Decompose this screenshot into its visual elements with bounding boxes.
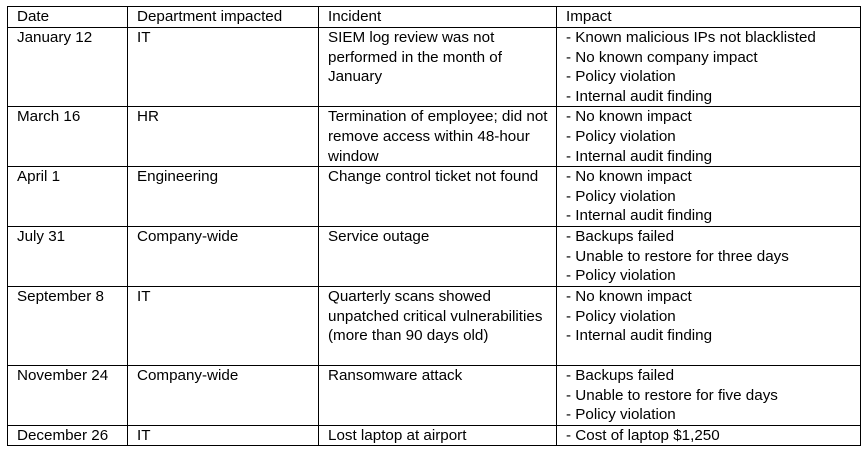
cell-department: Company-wide: [128, 226, 319, 286]
cell-impact: [557, 425, 861, 446]
cell-incident: Termination of employee; did not remove access within 48-hour window: [319, 107, 557, 167]
impact-item: - Internal audit finding: [566, 207, 713, 225]
impact-item: - No known impact: [566, 287, 692, 305]
cell-date: April 1: [8, 167, 128, 227]
impact-item: - Cost of laptop $1,250: [566, 426, 720, 444]
impact-item: - Unable to restore for five days: [566, 386, 778, 404]
table-row: [8, 365, 861, 425]
cell-incident: Ransomware attack: [319, 365, 557, 425]
impact-item: - Internal audit finding: [566, 327, 713, 345]
table-row: [8, 28, 861, 107]
cell-date: January 12: [8, 28, 128, 107]
cell-impact: [557, 107, 861, 167]
cell-incident: Quarterly scans showed unpatched critical vulnerabilities (more than 90 days old): [319, 286, 557, 365]
impact-item: - Policy violation: [566, 127, 676, 145]
cell-department: Engineering: [128, 167, 319, 227]
column-header-department: Department impacted: [128, 7, 319, 28]
cell-date: July 31: [8, 226, 128, 286]
impact-item: - Backups failed: [566, 366, 675, 384]
cell-incident: Service outage: [319, 226, 557, 286]
impact-item: - Policy violation: [566, 267, 676, 285]
impact-item: - Known malicious IPs not blacklisted: [566, 29, 816, 46]
impact-item: - Policy violation: [566, 406, 676, 424]
table-row: [8, 167, 861, 227]
cell-date: March 16: [8, 107, 128, 167]
impact-item: - Internal audit finding: [566, 87, 713, 105]
cell-department: IT: [128, 286, 319, 365]
cell-impact: [557, 365, 861, 425]
table-row: [8, 226, 861, 286]
cell-department: IT: [128, 425, 319, 446]
cell-impact: [557, 286, 861, 365]
impact-item: - Backups failed: [566, 227, 675, 245]
table-row: [8, 286, 861, 365]
impact-item: - No known impact: [566, 168, 692, 186]
impact-item: - Policy violation: [566, 187, 676, 205]
impact-item: - Internal audit finding: [566, 147, 713, 165]
cell-incident: Lost laptop at airport: [319, 425, 557, 446]
cell-date: November 24: [8, 365, 128, 425]
table-row: [8, 425, 861, 446]
impact-item: - Unable to restore for three days: [566, 247, 789, 265]
column-header-impact: Impact: [557, 7, 861, 28]
cell-department: Company-wide: [128, 365, 319, 425]
cell-impact: [557, 226, 861, 286]
cell-impact: [557, 167, 861, 227]
cell-department: IT: [128, 28, 319, 107]
impact-item: - Policy violation: [566, 68, 676, 86]
cell-incident: Change control ticket not found: [319, 167, 557, 227]
impact-item: - Policy violation: [566, 307, 676, 325]
incident-table: [7, 6, 861, 446]
cell-impact: [557, 28, 861, 107]
cell-department: HR: [128, 107, 319, 167]
impact-item: - No known company impact: [566, 48, 758, 66]
table-row: [8, 107, 861, 167]
cell-date: September 8: [8, 286, 128, 365]
cell-incident: SIEM log review was not performed in the month of January: [319, 28, 557, 107]
column-header-date: Date: [8, 7, 128, 28]
cell-date: December 26: [8, 425, 128, 446]
column-header-incident: Incident: [319, 7, 557, 28]
table-header-row: [8, 7, 861, 28]
impact-item: - No known impact: [566, 108, 692, 126]
